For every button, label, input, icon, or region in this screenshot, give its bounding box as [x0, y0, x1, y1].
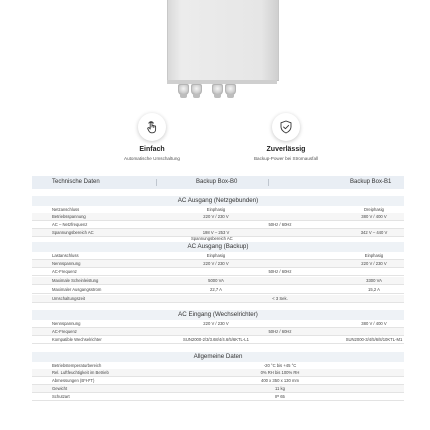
row-value-merged: 400 x 350 x 130 mm [261, 378, 299, 383]
feature-title: Einfach [139, 146, 165, 153]
row-label: Spannungsbereich AC [52, 230, 94, 235]
row-label: AC-Frequenz [52, 269, 77, 274]
table-header [32, 176, 404, 189]
table-row [32, 393, 404, 401]
table-row [32, 385, 404, 393]
feature-subtitle: Backup-Power bei Stromausfall [253, 156, 319, 161]
row-value-merged: 11 kg [275, 386, 285, 391]
row-label: Rel. Luftfeuchtigkeit im Betrieb [52, 370, 109, 375]
row-label: Lastanschluss [52, 253, 79, 258]
row-value-merged: < 3 Sek. [272, 296, 288, 301]
table-row [32, 369, 404, 377]
row-label: Gewicht [52, 386, 68, 391]
row-label: Betriebsspannung [52, 214, 86, 219]
row-label: Schutzart [52, 394, 70, 399]
row-value-b0: 5000 VA [208, 278, 224, 283]
header-col-b0: Backup Box-B0 [196, 179, 238, 185]
cable-gland [212, 84, 223, 95]
row-value-b1: 380 V / 400 V [361, 214, 387, 219]
cable-gland [191, 84, 202, 95]
row-value-b1: SUN2000-3/4/5/6/8/10KTL-M1 [345, 337, 403, 342]
section-title: AC Ausgang (Netzgebunden) [32, 196, 404, 206]
row-value-b0: 220 V / 230 V [203, 261, 229, 266]
header-col-b1: Backup Box-B1 [350, 179, 392, 185]
table-row [32, 213, 404, 221]
feature-subtitle: Automatische Umschaltung [124, 156, 180, 161]
row-label: AC – Netzfrequenz [52, 222, 88, 227]
shield-check-icon [272, 113, 300, 141]
section-title: AC Ausgang (Backup) [32, 242, 404, 252]
row-value-b1: 342 V – 440 V [360, 230, 388, 235]
section-title: Allgemeine Daten [32, 352, 404, 362]
row-label: Kompatible Wechselrichter [52, 337, 102, 342]
table-row [32, 260, 404, 268]
row-value-b0: Einphasig [206, 253, 226, 258]
table-row [32, 252, 404, 260]
table-row [32, 377, 404, 385]
feature-easy [82, 113, 222, 161]
row-value-b1: 380 V / 400 V [361, 321, 387, 326]
row-value-b0: 220 V / 230 V [203, 214, 229, 219]
backup-box-image [167, 0, 279, 81]
hand-touch-icon [138, 113, 166, 141]
row-value-b1: 15,2 A [368, 287, 380, 292]
table-row [32, 295, 404, 303]
row-label: Maximale Scheinleistung [52, 278, 99, 283]
row-value-merged: 0% RH bis 100% RH [260, 370, 300, 375]
row-value-merged: 50Hz / 60Hz [268, 222, 292, 227]
table-row [32, 268, 404, 276]
cable-gland [225, 84, 236, 95]
row-value-b0: 22,7 A [210, 287, 222, 292]
row-value-merged: IP 65 [275, 394, 285, 399]
row-value-b0: 220 V / 230 V [203, 321, 229, 326]
table-row [32, 286, 404, 294]
table-row [32, 328, 404, 336]
feature-title: Zuverlässig [266, 146, 306, 153]
table-row [32, 336, 404, 344]
row-label: Maximaler Ausgangsstrom [52, 287, 102, 292]
table-row [32, 277, 404, 285]
row-label: Abmessungen (B*H*T) [52, 378, 95, 383]
header-col-specs: Technische Daten [52, 179, 100, 185]
table-row [32, 221, 404, 229]
feature-reliable [216, 113, 356, 161]
row-value-note: Spannungsbereich AC [191, 236, 233, 241]
row-label: Nennspannung [52, 321, 81, 326]
row-label: Nennspannung [52, 261, 81, 266]
row-value-b0: SUN2000-2/3/3.68/4/4.6/5/6KTL-L1 [183, 337, 249, 342]
table-row [32, 320, 404, 328]
row-label: Betriebstemperaturbereich [52, 363, 102, 368]
row-label: AC-Frequenz [52, 329, 77, 334]
row-value-b1: 220 V / 230 V [361, 261, 387, 266]
row-value-b1: 3300 VA [366, 278, 382, 283]
row-value-merged: 50Hz / 60Hz [268, 329, 292, 334]
row-value-b1: Einphasig [364, 253, 384, 258]
row-value-merged: 50Hz / 60Hz [268, 269, 292, 274]
row-value-merged: -20 °C bis +45 °C [263, 363, 297, 368]
cable-gland [178, 84, 189, 95]
row-label: Umschaltungszeit [52, 296, 86, 301]
section-title: AC Eingang (Wechselrichter) [32, 310, 404, 320]
row-value-b0: Einphasig [206, 207, 226, 212]
row-value-b0: 198 V – 253 V [202, 230, 230, 235]
row-label: Netzanschluss [52, 207, 80, 212]
row-value-b1: Dreiphasig [363, 207, 385, 212]
